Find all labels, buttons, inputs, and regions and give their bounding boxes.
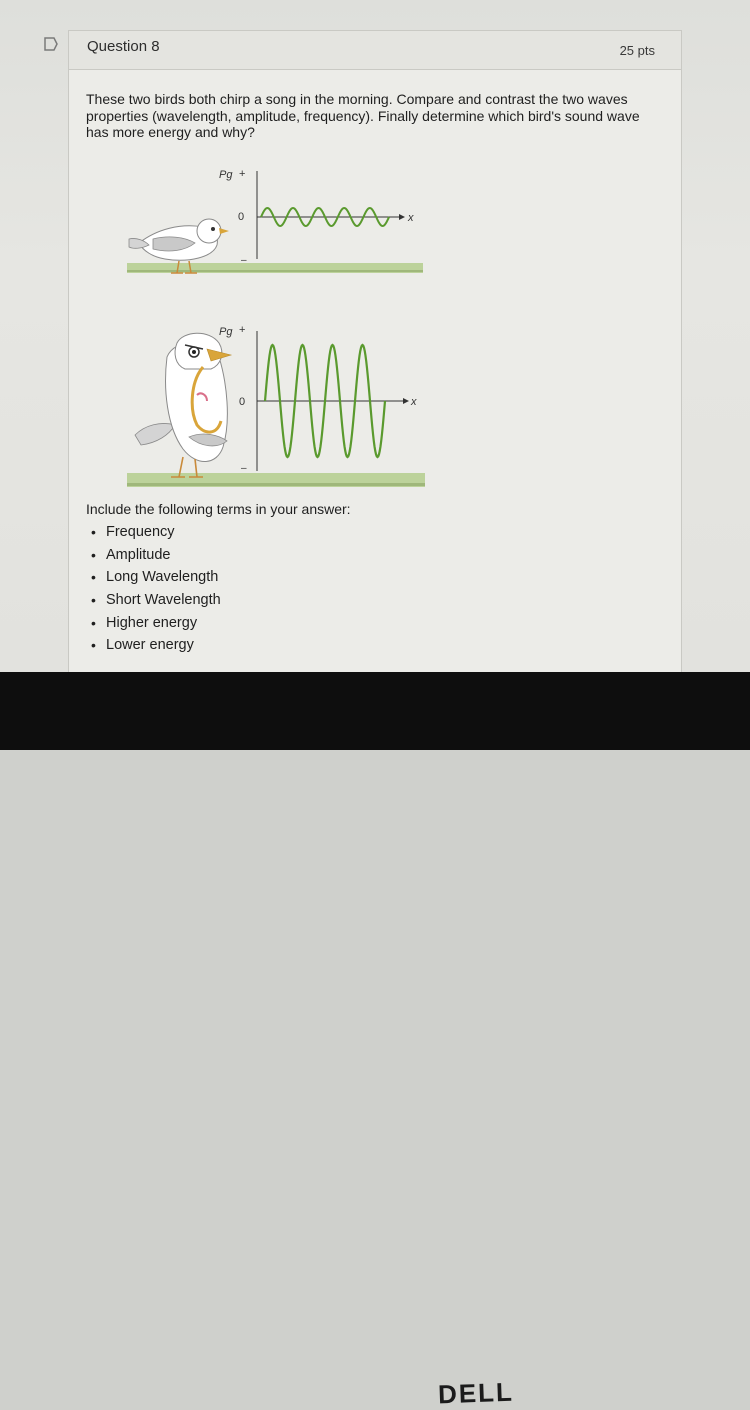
top-axis-minus: – (241, 255, 247, 266)
term-label: Amplitude (106, 546, 171, 563)
term-label: Higher energy (106, 614, 198, 631)
question-card (68, 30, 682, 692)
list-item: • Long Wavelength (91, 569, 219, 586)
question-title: Question 8 (87, 38, 160, 55)
bottom-axis-zero: 0 (239, 396, 246, 408)
top-axis-pressure: Pg (219, 169, 233, 181)
question-header (69, 31, 681, 70)
loud-bird (135, 333, 231, 477)
term-label: Lower energy (106, 637, 194, 654)
bottom-axis-x: x (411, 396, 417, 408)
question-points: 25 pts (619, 43, 655, 58)
list-item: • Frequency (91, 524, 175, 540)
screen (0, 0, 750, 672)
top-axis-plus: + (239, 168, 246, 180)
list-item: • Amplitude (91, 546, 171, 563)
term-label: Short Wavelength (106, 592, 221, 609)
bottom-axis-plus: + (239, 324, 246, 336)
bird-wave-figure (127, 159, 427, 499)
question-prompt: These two birds both chirp a song in the morning. Compare and contrast the two waves properties (wavelength, amplitude, frequency). Finally determine which bird's sound wave has more energy and why? (86, 91, 640, 140)
term-label: Long Wavelength (106, 569, 219, 586)
term-label: Frequency (106, 524, 175, 540)
top-axis-x: x (408, 212, 414, 224)
list-item: • Lower energy (91, 637, 194, 654)
terms-list (86, 521, 221, 657)
list-item: • Higher energy (91, 614, 198, 631)
brand-logo: DELL (437, 1376, 515, 1410)
bottom-axis-minus: – (241, 463, 247, 474)
flag-icon[interactable] (43, 37, 59, 51)
list-item: • Short Wavelength (91, 592, 221, 609)
bottom-axis-pressure: Pg (219, 326, 233, 338)
instructions: Include the following terms in your answer: (86, 501, 351, 517)
monitor-bezel (0, 672, 750, 1410)
top-axis-zero: 0 (238, 211, 245, 223)
